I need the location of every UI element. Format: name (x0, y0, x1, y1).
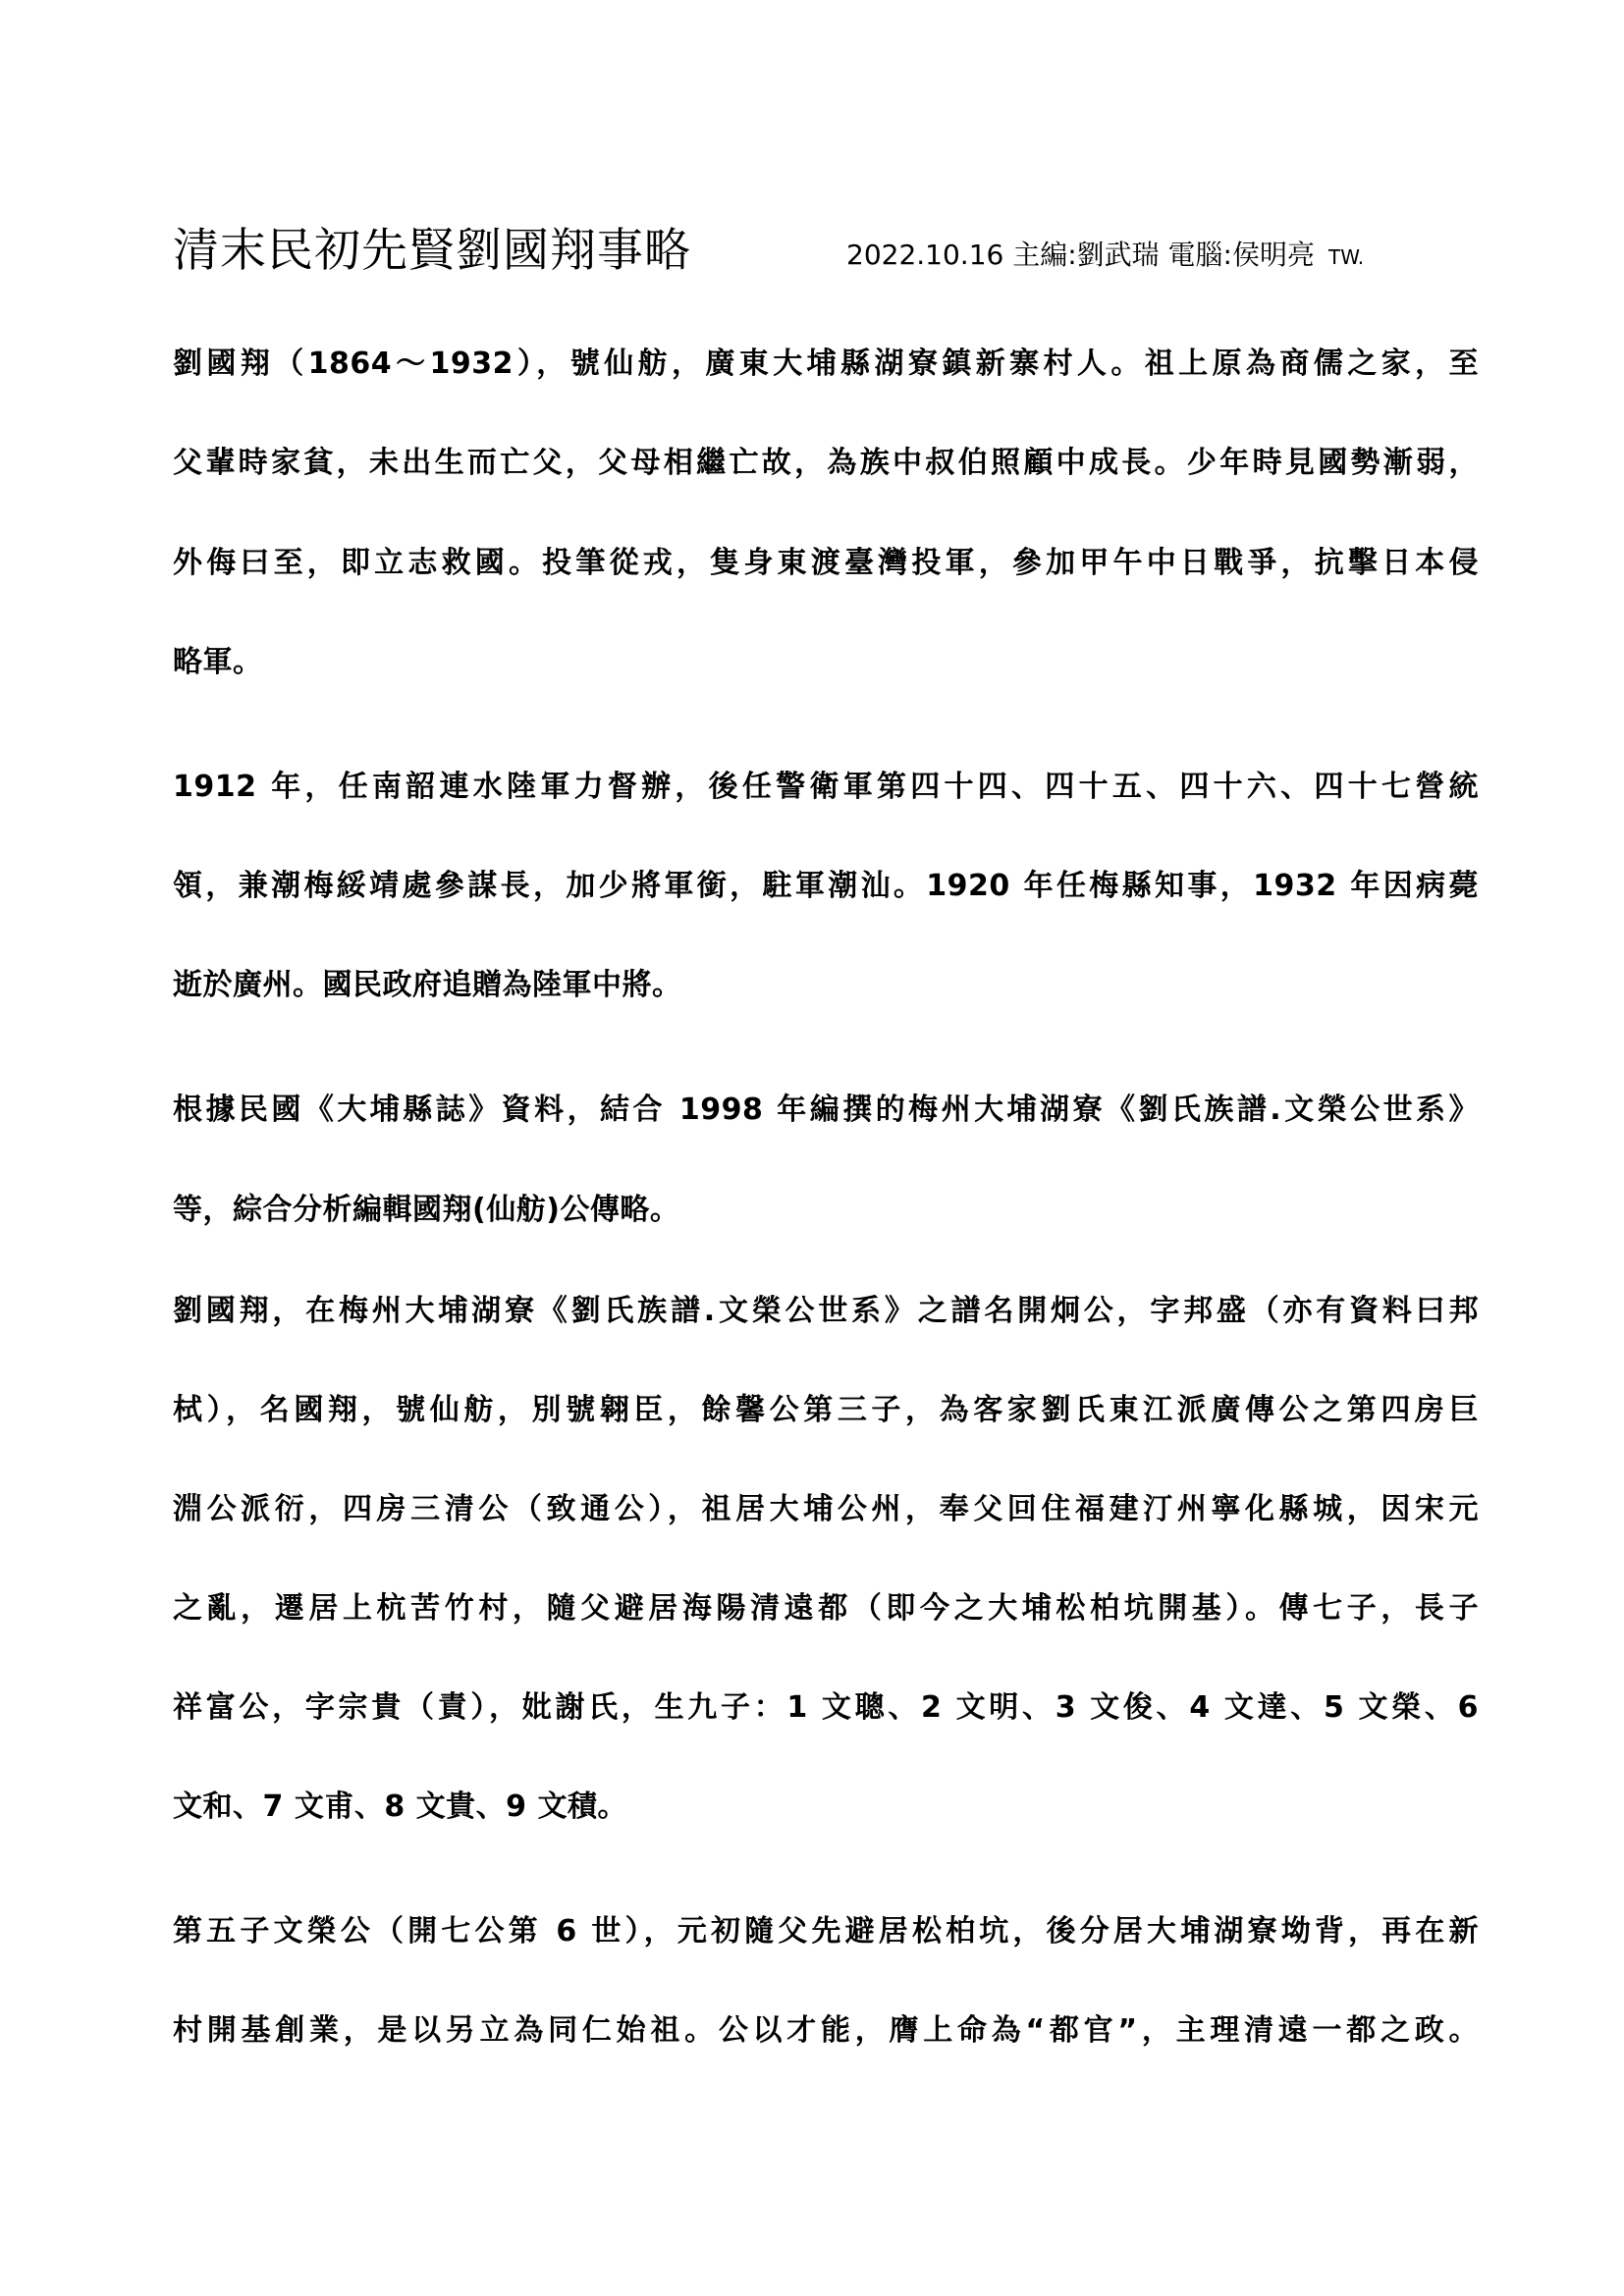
document-title: 清末民初先賢劉國翔事略 (173, 224, 691, 278)
paragraph-line: 父輩時家貧，未出生而亡父，父母相繼亡故，為族中叔伯照顧中成長。少年時見國勢漸弱， (173, 446, 1479, 480)
paragraph-line: 第五子文榮公（開七公第 6 世），元初隨父先避居松柏坑，後分居大埔湖寮坳背，再在新 (173, 1914, 1479, 1949)
paragraph-line: 1912 年，任南韶連水陸軍力督辦，後任警衛軍第四十四、四十五、四十六、四十七營統 (173, 770, 1479, 804)
paragraph-line: 根據民國《大埔縣誌》資料，結合 1998 年編撰的梅州大埔湖寮《劉氏族譜.文榮公世系》 (173, 1093, 1479, 1127)
paragraph-line: 文和、7 文甫、8 文貴、9 文積。 (173, 1789, 627, 1824)
paragraph-line: 領，兼潮梅綏靖處參謀長，加少將軍銜，駐軍潮汕。1920 年任梅縣知事，1932 年因病薨 (173, 869, 1479, 903)
paragraph-line: 淵公派衍，四房三清公（致通公），祖居大埔公州，奉父回住福建汀州寧化縣城，因宋元 (173, 1492, 1479, 1526)
paragraph-line: 逝於廣州。國民政府追贈為陸軍中將。 (173, 968, 682, 1002)
paragraph-line: 外侮曰至，即立志救國。投筆從戎，隻身東渡臺灣投軍，參加甲午中日戰爭，抗擊日本侵 (173, 546, 1479, 580)
paragraph-line: 祥富公，字宗貴（責），妣謝氏，生九子：1 文聰、2 文明、3 文俊、4 文達、5 文榮、6 (173, 1690, 1479, 1725)
paragraph-line: 栻），名國翔，號仙舫，別號翱臣，餘馨公第三子，為客家劉氏東江派廣傳公之第四房巨 (173, 1393, 1479, 1427)
meta-date-editor: 2022.10.16 主編:劉武瑞 電腦:侯明亮 (846, 239, 1315, 271)
paragraph-line: 之亂，遷居上杭苦竹村，隨父避居海陽清遠都（即今之大埔松柏坑開基）。傳七子，長子 (173, 1591, 1479, 1626)
paragraph-line: 略軍。 (173, 645, 263, 679)
paragraph-line: 等，綜合分析編輯國翔(仙舫)公傳略。 (173, 1193, 680, 1227)
paragraph-line: 劉國翔（1864～1932），號仙舫，廣東大埔縣湖寮鎮新寨村人。祖上原為商儒之家，至 (173, 347, 1479, 381)
paragraph-line: 村開基創業，是以另立為同仁始祖。公以才能，膺上命為“都官”，主理清遠一都之政。 (173, 2013, 1479, 2048)
paragraph-line: 劉國翔，在梅州大埔湖寮《劉氏族譜.文榮公世系》之譜名開炯公，字邦盛（亦有資料曰邦 (173, 1294, 1479, 1328)
document-meta (846, 234, 1364, 273)
meta-suffix: TW. (1328, 245, 1365, 269)
